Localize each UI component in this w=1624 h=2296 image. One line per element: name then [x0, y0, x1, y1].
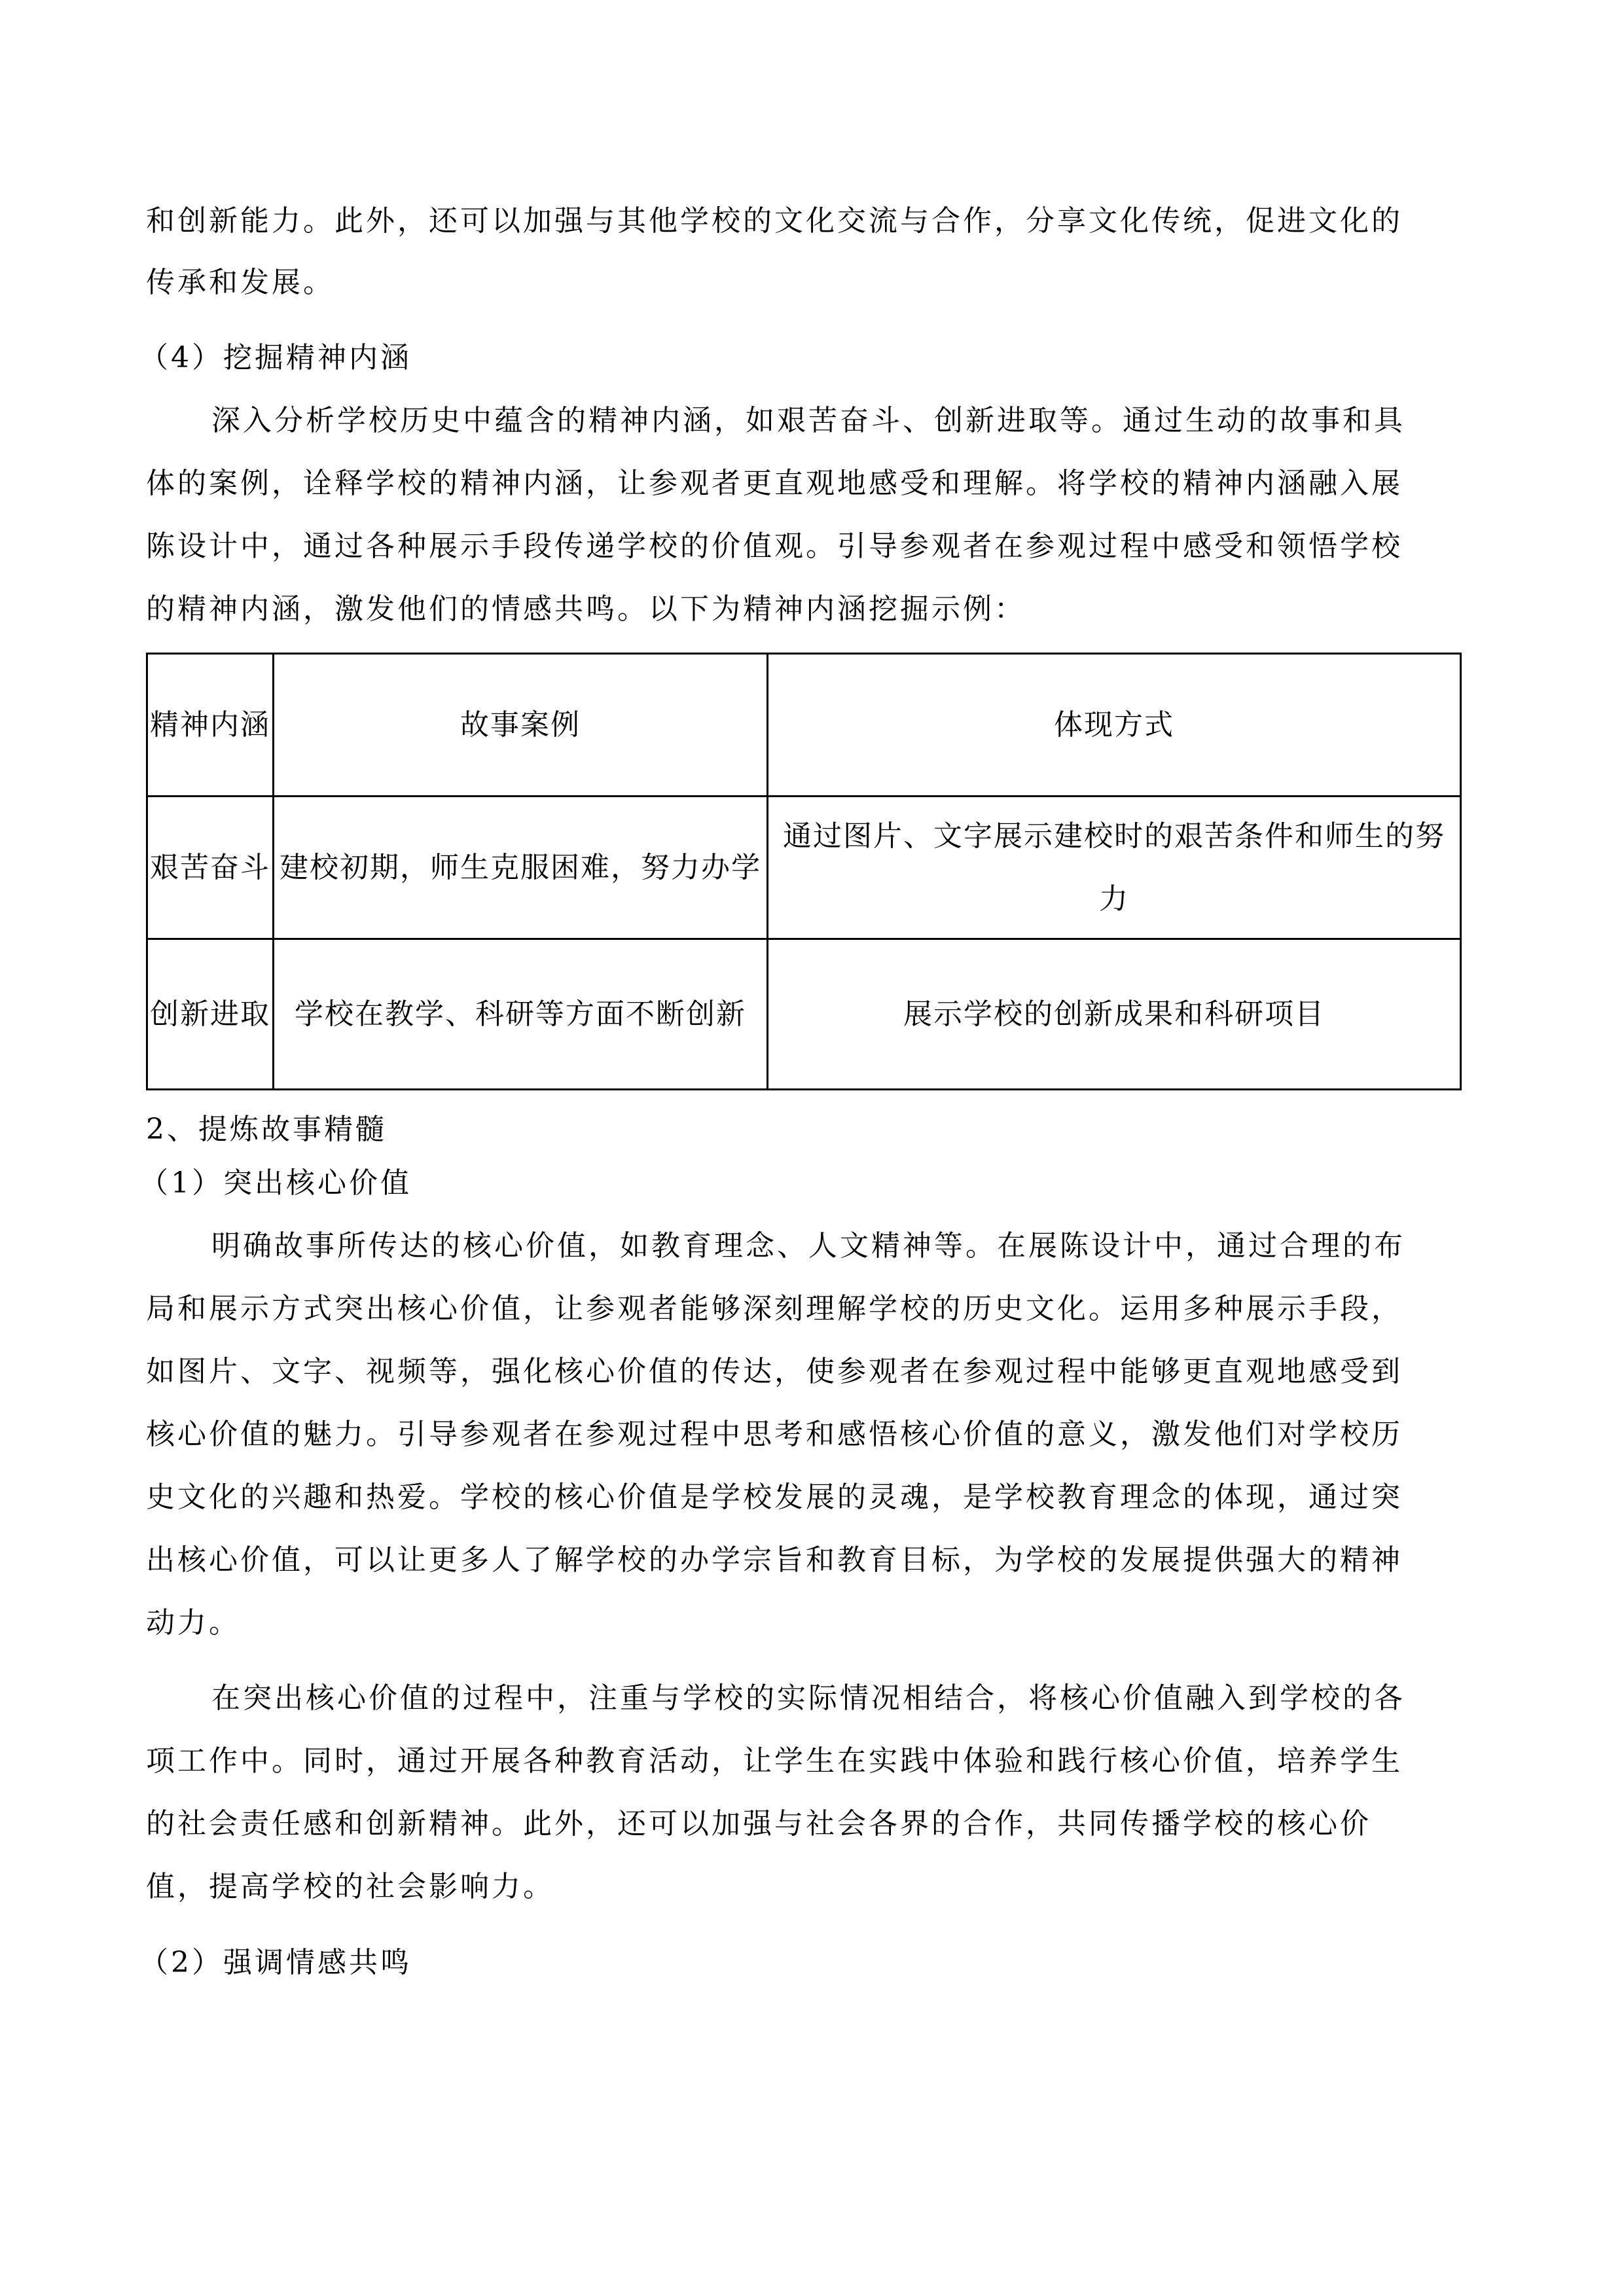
paragraph-line: 史文化的兴趣和热爱。学校的核心价值是学校发展的灵魂，是学校教育理念的体现，通过突 [146, 1480, 1403, 1514]
table-header-cell: 体现方式 [768, 654, 1461, 797]
table-cell: 创新进取 [147, 939, 274, 1090]
paragraph-line: 在突出核心价值的过程中，注重与学校的实际情况相结合，将核心价值融入到学校的各 [211, 1681, 1405, 1715]
paragraph-line: 深入分析学校历史中蕴含的精神内涵，如艰苦奋斗、创新进取等。通过生动的故事和具 [211, 404, 1405, 437]
table-cell: 展示学校的创新成果和科研项目 [768, 939, 1461, 1090]
paragraph-line: 体的案例，诠释学校的精神内涵，让参观者更直观地感受和理解。将学校的精神内涵融入展 [146, 467, 1403, 500]
paragraph-line: 局和展示方式突出核心价值，让参观者能够深刻理解学校的历史文化。运用多种展示手段， [146, 1292, 1403, 1325]
paragraph-line: 明确故事所传达的核心价值，如教育理念、人文精神等。在展陈设计中，通过合理的布 [211, 1229, 1405, 1263]
section-heading: （4）挖掘精神内涵 [139, 341, 412, 374]
paragraph-line: 动力。 [146, 1606, 240, 1640]
paragraph-line: 核心价值的魅力。引导参观者在参观过程中思考和感悟核心价值的意义，激发他们对学校历 [146, 1418, 1403, 1451]
table-cell: 艰苦奋斗 [147, 797, 274, 939]
table-cell: 通过图片、文字展示建校时的艰苦条件和师生的努力 [768, 797, 1461, 939]
table-header-cell: 精神内涵 [147, 654, 274, 797]
table-header-row [147, 654, 1461, 797]
paragraph-line: 值，提高学校的社会影响力。 [146, 1870, 554, 1903]
table-cell: 学校在教学、科研等方面不断创新 [274, 939, 768, 1090]
paragraph-line: 和创新能力。此外，还可以加强与其他学校的文化交流与合作，分享文化传统，促进文化的 [146, 204, 1403, 238]
subsection-heading: （1）突出核心价值 [139, 1166, 412, 1200]
paragraph-line: 的精神内涵，激发他们的情感共鸣。以下为精神内涵挖掘示例： [146, 592, 1026, 626]
spirit-examples-table [146, 653, 1462, 1090]
paragraph-line: 项工作中。同时，通过开展各种教育活动，让学生在实践中体验和践行核心价值，培养学生 [146, 1744, 1403, 1778]
table-cell: 建校初期，师生克服困难，努力办学 [274, 797, 768, 939]
paragraph-line: 如图片、文字、视频等，强化核心价值的传达，使参观者在参观过程中能够更直观地感受到 [146, 1355, 1403, 1388]
section-heading: 2、提炼故事精髓 [146, 1113, 387, 1146]
paragraph-line: 陈设计中，通过各种展示手段传递学校的价值观。引导参观者在参观过程中感受和领悟学校 [146, 529, 1403, 563]
table-row [147, 939, 1461, 1090]
table-row [147, 797, 1461, 939]
table-header-cell: 故事案例 [274, 654, 768, 797]
paragraph-line: 出核心价值，可以让更多人了解学校的办学宗旨和教育目标，为学校的发展提供强大的精神 [146, 1543, 1403, 1577]
paragraph-line: 传承和发展。 [146, 266, 334, 299]
subsection-heading: （2）强调情感共鸣 [139, 1946, 412, 1979]
paragraph-line: 的社会责任感和创新精神。此外，还可以加强与社会各界的合作，共同传播学校的核心价 [146, 1807, 1371, 1840]
